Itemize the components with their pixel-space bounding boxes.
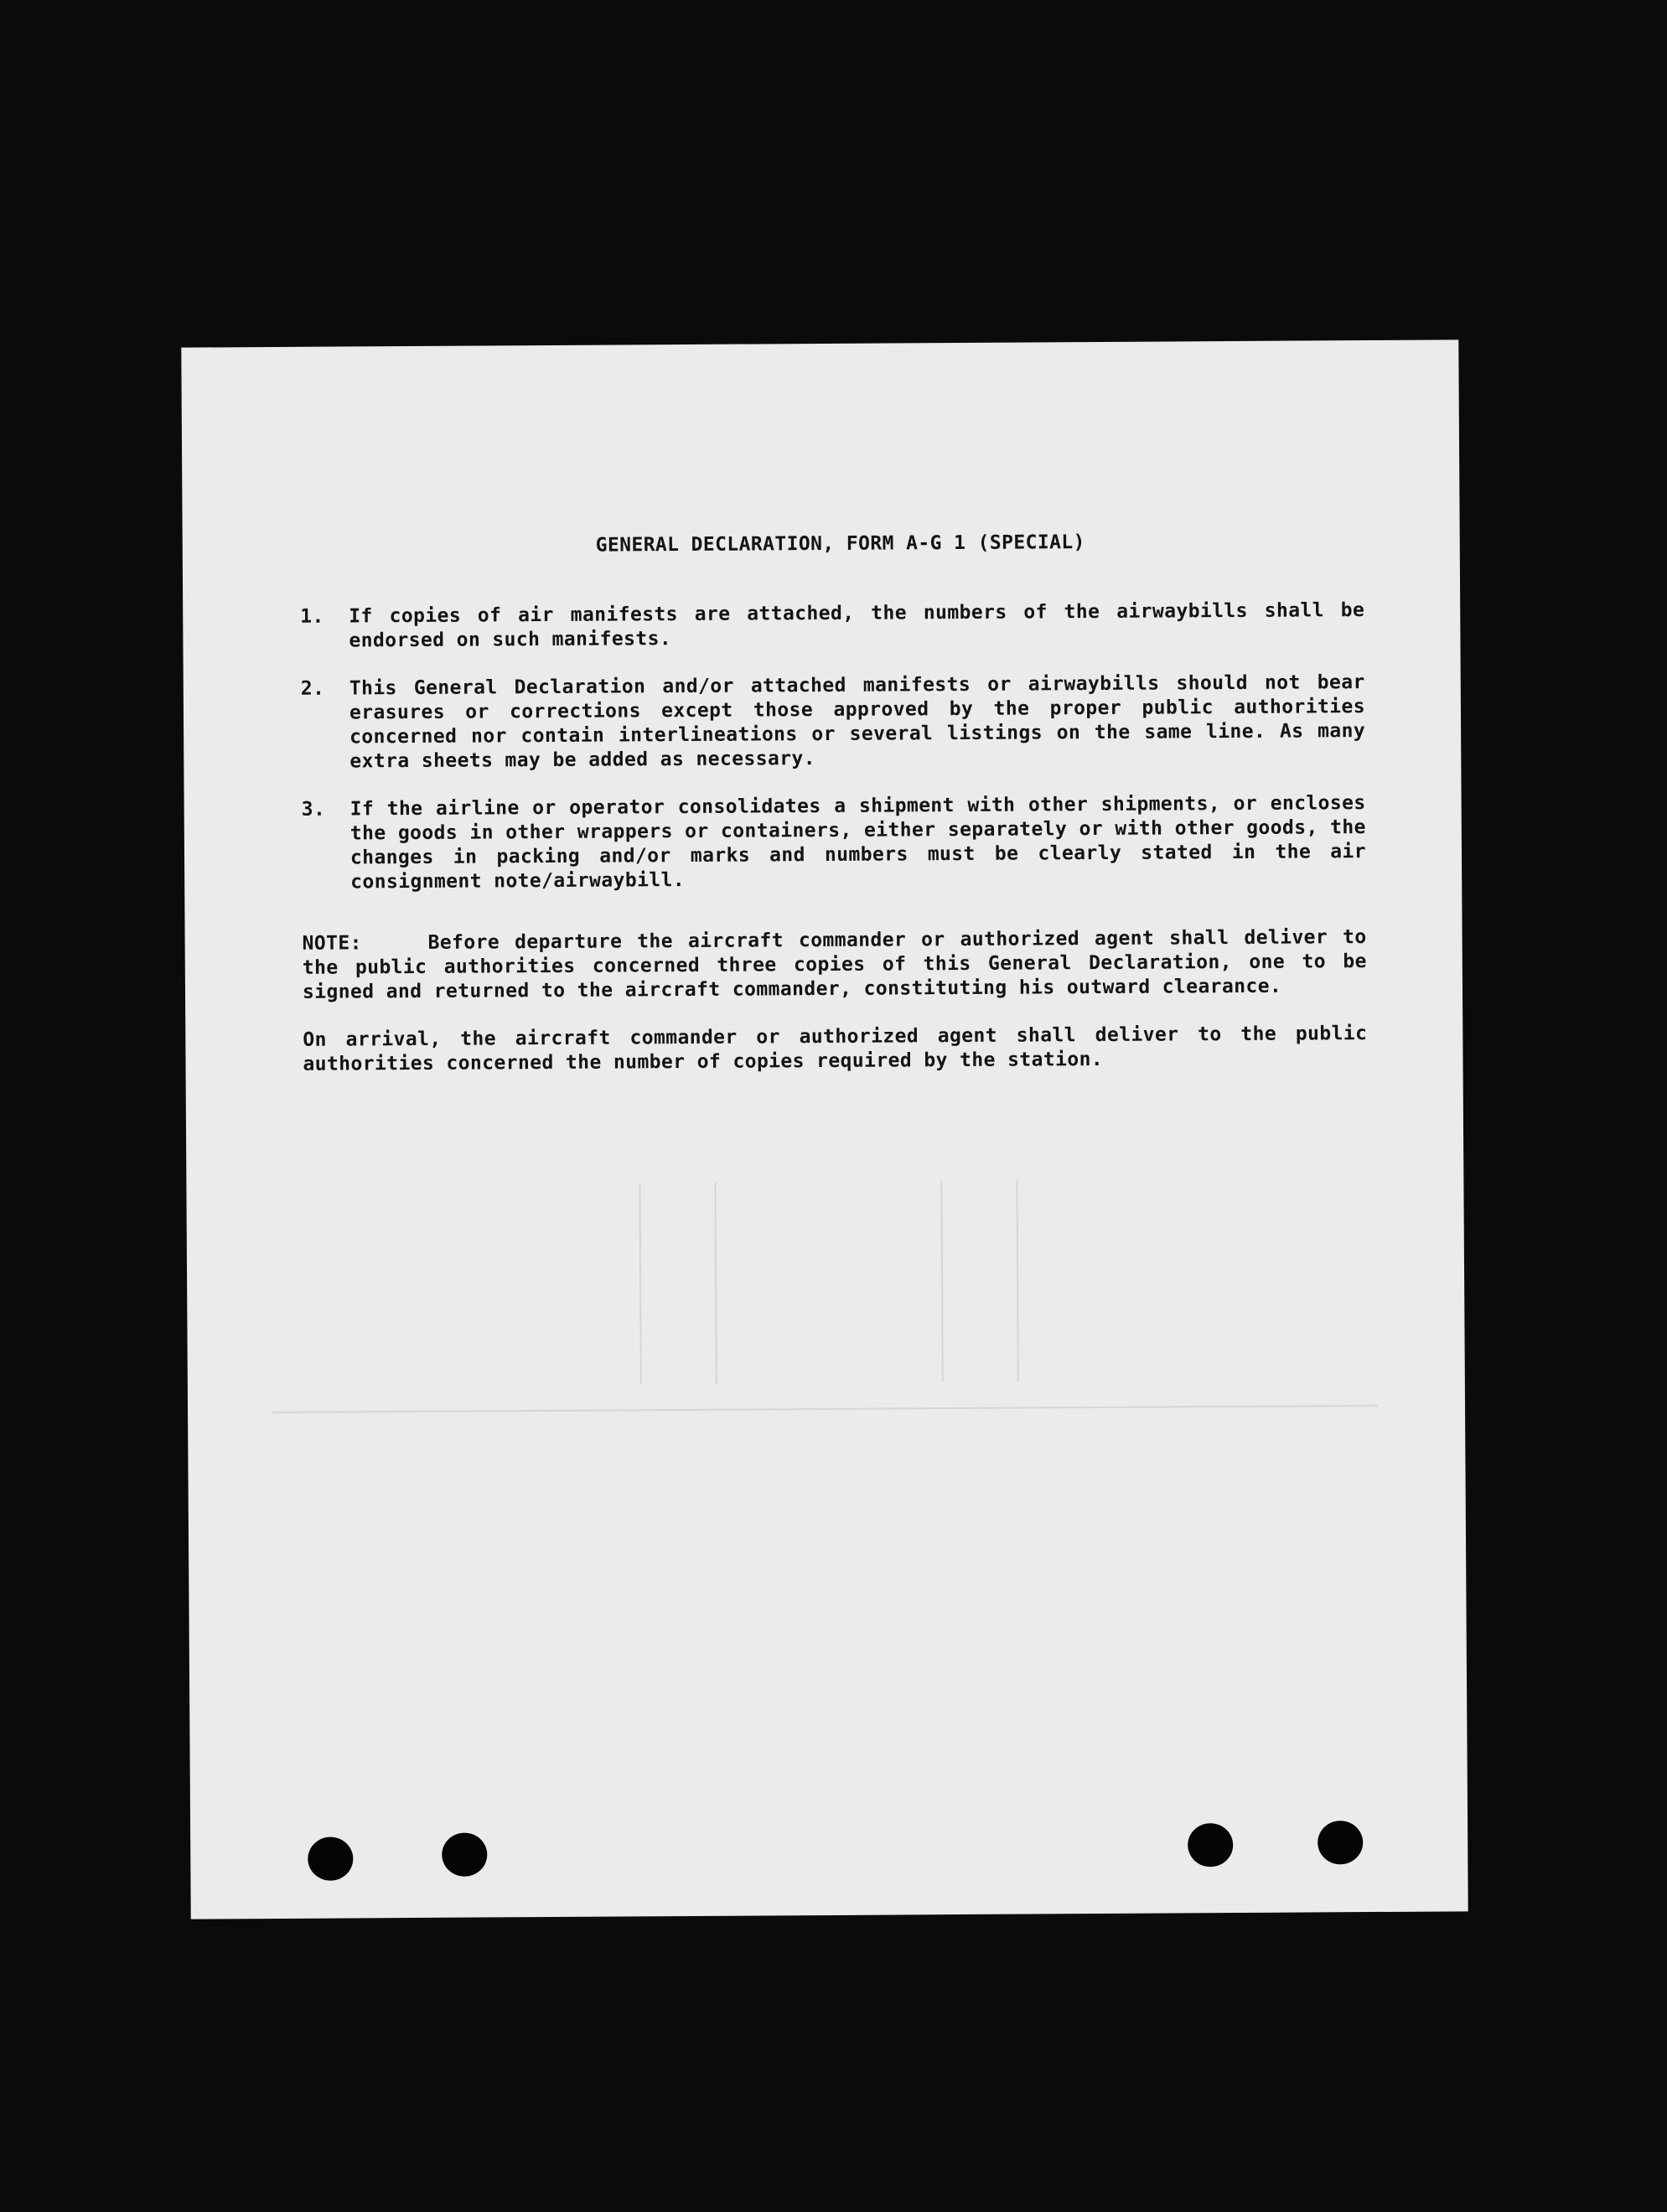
note-paragraph <box>303 925 1368 1005</box>
arrival-paragraph: On arrival, the aircraft commander or authorized agent shall deliver to the public authorities concerned the number of copies required by the station. <box>303 1023 1368 1075</box>
note-text: Before departure the aircraft commander or authorized agent shall deliver to the public authorities concerned three copies of this General Declaration, one to be signed and returned to the aircraft commander, constituting his outward clearance. <box>302 926 1367 1003</box>
show-through-line <box>940 1181 943 1382</box>
note-label: NOTE: <box>302 932 362 955</box>
punch-hole <box>308 1836 353 1880</box>
page-title: GENERAL DECLARATION, FORM A-G 1 (SPECIAL) <box>595 531 1085 557</box>
item-text: If the airline or operator consolidates a shipment with other shipments, or encloses the goods in other wrappers or containers, either separately or with other goods, the changes in packing and/or marks and numbers must be clearly stated in the air consignment note/airwaybill. <box>349 792 1367 894</box>
punch-hole <box>1188 1823 1233 1867</box>
show-through-line <box>1016 1181 1018 1382</box>
list-item <box>302 791 1367 895</box>
show-through-line <box>272 1405 1378 1413</box>
declaration-text <box>300 529 1368 1077</box>
item-number: 2. <box>300 677 325 700</box>
item-text: This General Declaration and/or attached manifests or airwaybills should not bear erasures or corrections except those approved by the proper public authorities concerned nor contain interlineations or several listings on the same line. As many extra sheets may be added as necessary. <box>349 671 1366 773</box>
show-through-line <box>639 1183 641 1384</box>
list-item <box>301 671 1366 774</box>
item-number: 3. <box>301 798 326 821</box>
punch-hole <box>442 1832 487 1876</box>
item-number: 1. <box>300 605 324 628</box>
show-through-line <box>714 1183 717 1384</box>
punch-hole <box>1318 1821 1363 1864</box>
paper-sheet <box>181 339 1468 1919</box>
item-text: If copies of air manifests are attached, the numbers of the airwaybills shall be endorsed on such manifests. <box>349 599 1365 652</box>
list-item <box>300 598 1364 654</box>
